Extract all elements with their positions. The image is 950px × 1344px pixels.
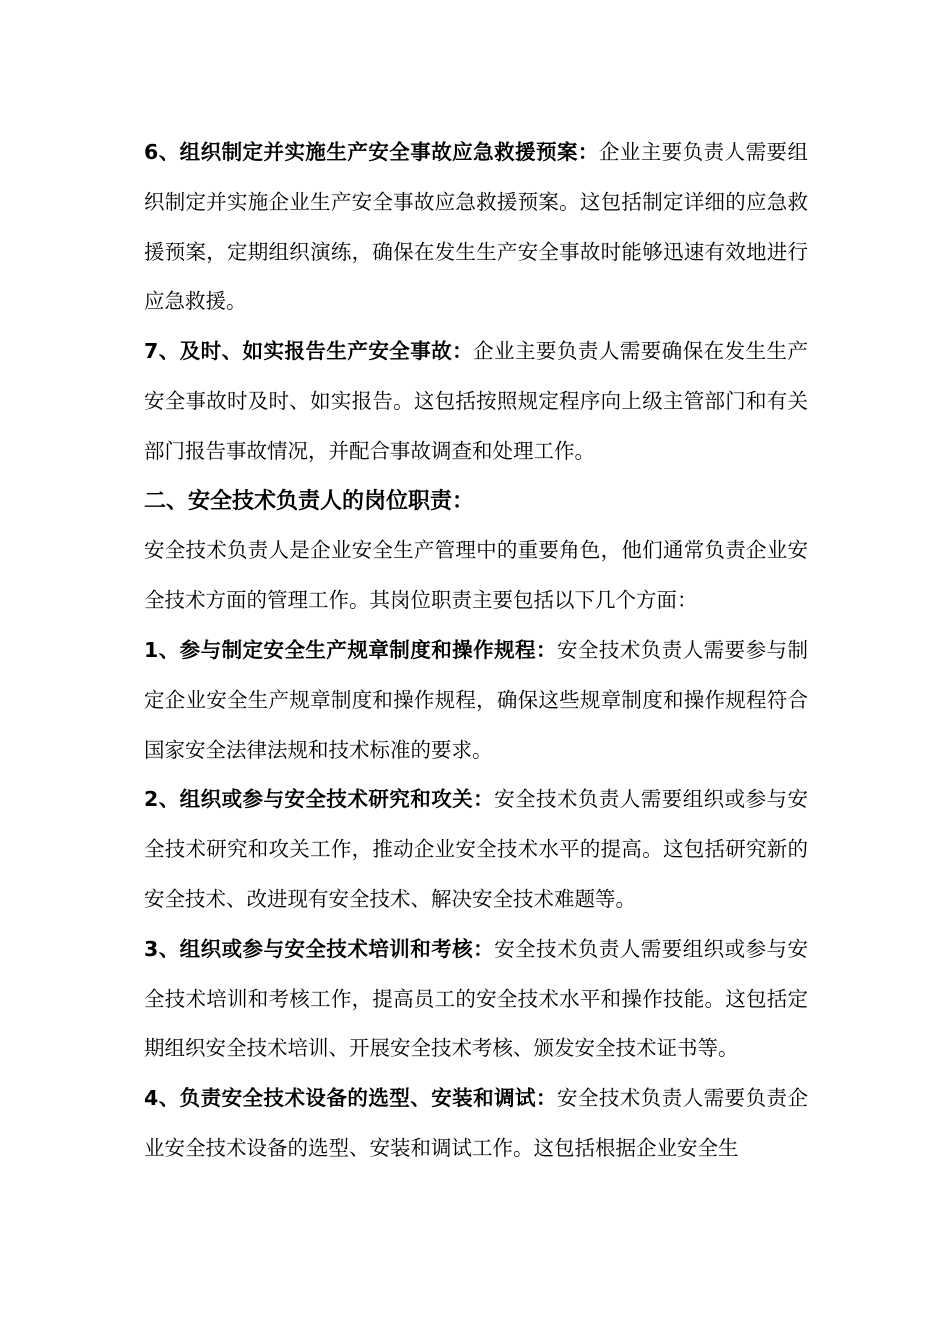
duty-item-7: [144, 327, 808, 476]
section-heading: 二、安全技术负责人的岗位职责：: [144, 488, 475, 514]
section-intro: 安全技术负责人是企业安全生产管理中的重要角色，他们通常负责企业安全技术方面的管理工作。其岗位职责主要包括以下几个方面：: [144, 538, 808, 613]
duty-item-text: 企业主要负责人需要组织制定并实施企业生产安全事故应急救援预案。这包括制定详细的应急救援预案，定期组织演练，确保在发生生产安全事故时能够迅速有效地进行应急救援。: [144, 140, 809, 314]
tech-duty-item-4: [144, 1074, 808, 1174]
document-body: [144, 128, 808, 1174]
tech-duty-item-3: [144, 925, 808, 1074]
duty-item-title: 4、负责安全技术设备的选型、安装和调试：: [144, 1086, 557, 1111]
duty-item-text: 安全技术负责人需要负责企业安全技术设备的选型、安装和调试工作。这包括根据企业安全生: [144, 1086, 809, 1160]
duty-item-text: 安全技术负责人需要组织或参与安全技术培训和考核工作，提高员工的安全技术水平和操作技能。这包括定期组织安全技术培训、开展安全技术考核、颁发安全技术证书等。: [144, 936, 809, 1061]
duty-item-text: 安全技术负责人需要参与制定企业安全生产规章制度和操作规程，确保这些规章制度和操作规程符合国家安全法律法规和技术标准的要求。: [144, 637, 809, 762]
duty-item-title: 1、参与制定安全生产规章制度和操作规程：: [144, 637, 557, 662]
duty-item-title: 6、组织制定并实施生产安全事故应急救援预案：: [144, 140, 599, 164]
duty-item-title: 2、组织或参与安全技术研究和攻关：: [144, 787, 495, 812]
duty-item-text: 安全技术负责人需要组织或参与安全技术研究和攻关工作，推动企业安全技术水平的提高。这包括研究新的安全技术、改进现有安全技术、解决安全技术难题等。: [144, 787, 809, 911]
duty-item-6: [144, 128, 808, 327]
duty-item-text: 企业主要负责人需要确保在发生生产安全事故时及时、如实报告。这包括按照规定程序向上级主管部门和有关部门报告事故情况，并配合事故调查和处理工作。: [144, 339, 809, 463]
duty-item-title: 7、及时、如实报告生产安全事故：: [144, 339, 474, 364]
tech-duty-item-1: [144, 626, 808, 775]
duty-item-title: 3、组织或参与安全技术培训和考核：: [144, 936, 495, 961]
tech-duty-item-2: [144, 775, 808, 924]
